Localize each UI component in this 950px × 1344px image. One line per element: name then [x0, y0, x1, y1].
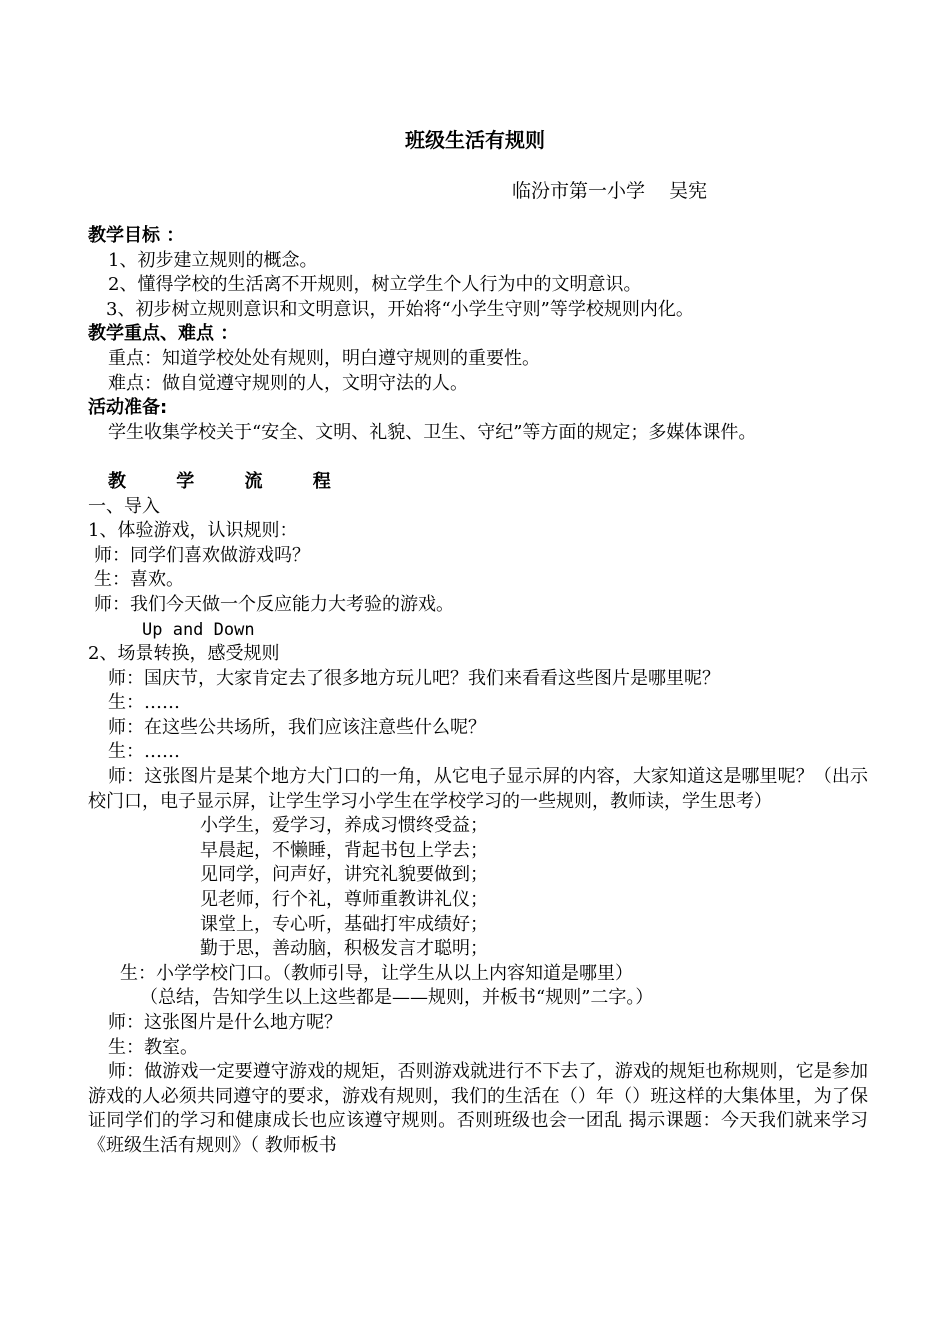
dialogue-line: 生：教室。 — [108, 1036, 198, 1058]
verse-line: 小学生，爱学习，养成习惯终受益； — [200, 815, 488, 837]
summary-line: （总结，告知学生以上这些都是——规则，并板书“规则”二字。） — [140, 987, 654, 1009]
goal-item: 2、懂得学校的生活离不开规则，树立学生个人行为中的文明意识。 — [108, 274, 642, 296]
key-heading: 教学重点、难点 ： — [88, 323, 239, 345]
dialogue-paragraph: 师：做游戏一定要遵守游戏的规矩，否则游戏就进行不下去了，游戏的规矩也称规则，它是参加游戏的人必须共同遵守的要求，游戏有规则，我们的生活在（）年（）班这样的大集体里，为了保证同学们的学习和健康成长也应该遵守规则。否则班级也会一团乱 揭示课题：今天我们就来学习《班级生活有规则》（ 教师板书 — [88, 1061, 868, 1156]
goal-item: 3、初步树立规则意识和文明意识，开始将“小学生守则”等学校规则内化。 — [106, 298, 694, 320]
dialogue-paragraph: 师：这张图片是某个地方大门口的一角，从它电子显示屏的内容，大家知道这是哪里呢？（出示校门口，电子显示屏，让学生学习小学生在学校学习的一些规则，教师读，学生思考） — [88, 766, 868, 812]
verse-line: 早晨起，不懒睡，背起书包上学去； — [200, 839, 488, 861]
dialogue-line: 生：小学学校门口。（教师引导，让学生从以上内容知道是哪里） — [120, 962, 633, 984]
dialogue-line: 师：在这些公共场所，我们应该注意些什么呢？ — [108, 716, 486, 738]
verse-line: 见同学，问声好，讲究礼貌要做到； — [200, 864, 488, 886]
dialogue-line: 师：这张图片是什么地方呢？ — [108, 1012, 342, 1033]
dialogue-line: 生：…… — [108, 741, 180, 763]
prep-text: 学生收集学校关于“安全、文明、礼貌、卫生、守纪”等方面的规定；多媒体课件。 — [108, 421, 757, 443]
section-heading: 一、导入 — [88, 495, 160, 517]
verse-line: 勤于思，善动脑，积极发言才聪明； — [200, 938, 488, 960]
dialogue-line: 生：喜欢。 — [94, 569, 184, 591]
goal-item: 1、初步建立规则的概念。 — [108, 249, 318, 271]
step-heading: 2、场景转换，感受规则 — [88, 643, 280, 665]
verse-line: 见老师，行个礼，尊师重教讲礼仪； — [200, 889, 488, 911]
game-name: Up and Down — [142, 619, 255, 640]
author-line: 临汾市第一小学 吴宪 — [512, 180, 708, 202]
flow-heading-text: 教 学 流 程 — [108, 470, 353, 492]
dialogue-line: 师：国庆节，大家肯定去了很多地方玩儿吧？我们来看看这些图片是哪里呢？ — [108, 667, 720, 689]
key-point: 重点：知道学校处处有规则，明白遵守规则的重要性。 — [108, 347, 540, 369]
dialogue-line: 生：…… — [108, 692, 180, 714]
verse-line: 课堂上，专心听，基础打牢成绩好； — [200, 913, 488, 935]
flow-heading — [88, 470, 868, 495]
goals-heading: 教学目标 ： — [88, 225, 185, 246]
step-heading: 1、体验游戏，认识规则： — [88, 520, 298, 542]
dialogue-line: 师：同学们喜欢做游戏吗？ — [94, 544, 310, 566]
key-point: 难点：做自觉遵守规则的人，文明守法的人。 — [108, 372, 468, 394]
dialogue-line: 师：我们今天做一个反应能力大考验的游戏。 — [94, 593, 454, 615]
document-title: 班级生活有规则 — [405, 128, 545, 152]
prep-heading: 活动准备: — [88, 397, 168, 419]
document-body — [88, 224, 868, 1159]
